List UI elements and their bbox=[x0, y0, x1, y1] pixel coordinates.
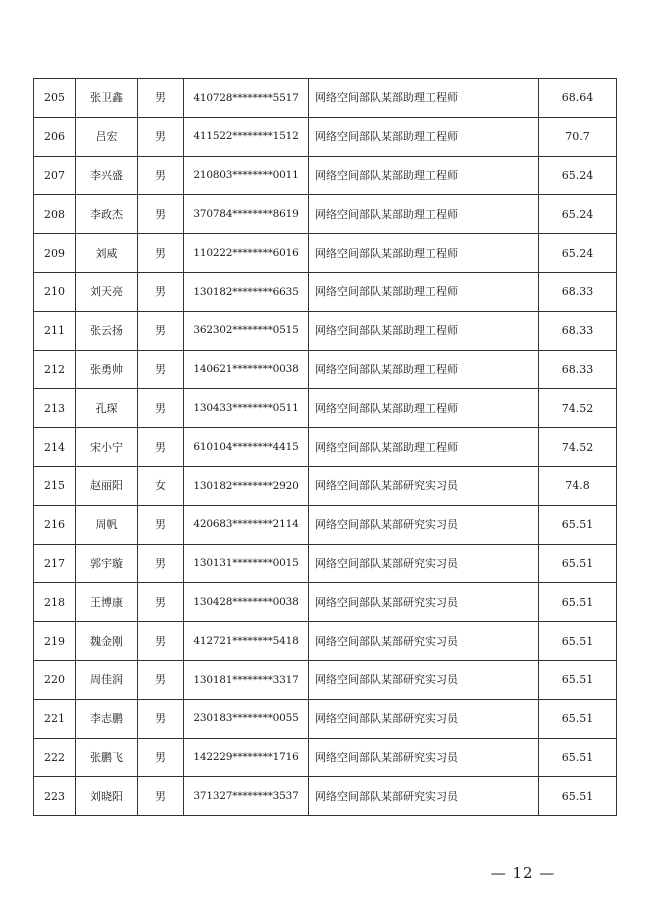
candidate-id-number: 410728********5517 bbox=[184, 79, 309, 118]
candidate-score: 65.24 bbox=[539, 234, 617, 273]
table-row bbox=[34, 234, 617, 273]
candidate-name: 张勇帅 bbox=[76, 350, 138, 389]
candidate-id-number: 230183********0055 bbox=[184, 699, 309, 738]
row-number: 210 bbox=[34, 272, 76, 311]
candidate-name: 郭宇璇 bbox=[76, 544, 138, 583]
candidate-score: 65.24 bbox=[539, 156, 617, 195]
row-number: 223 bbox=[34, 777, 76, 816]
candidate-score: 65.24 bbox=[539, 195, 617, 234]
candidate-position: 网络空间部队某部助理工程师 bbox=[309, 389, 539, 428]
candidate-id-number: 610104********4415 bbox=[184, 428, 309, 467]
candidate-position: 网络空间部队某部研究实习员 bbox=[309, 777, 539, 816]
candidate-name: 李政杰 bbox=[76, 195, 138, 234]
candidate-gender: 男 bbox=[138, 234, 184, 273]
table-row bbox=[34, 505, 617, 544]
table-row bbox=[34, 544, 617, 583]
candidate-gender: 男 bbox=[138, 311, 184, 350]
candidate-score: 74.52 bbox=[539, 428, 617, 467]
row-number: 220 bbox=[34, 660, 76, 699]
candidate-gender: 男 bbox=[138, 195, 184, 234]
candidate-score: 65.51 bbox=[539, 505, 617, 544]
candidate-name: 王博康 bbox=[76, 583, 138, 622]
candidate-name: 刘天亮 bbox=[76, 272, 138, 311]
candidate-id-number: 140621********0038 bbox=[184, 350, 309, 389]
table-row bbox=[34, 428, 617, 467]
row-number: 214 bbox=[34, 428, 76, 467]
candidate-position: 网络空间部队某部研究实习员 bbox=[309, 738, 539, 777]
candidate-gender: 男 bbox=[138, 777, 184, 816]
candidate-score: 65.51 bbox=[539, 544, 617, 583]
candidate-id-number: 370784********8619 bbox=[184, 195, 309, 234]
row-number: 215 bbox=[34, 466, 76, 505]
candidate-name: 周佳润 bbox=[76, 660, 138, 699]
candidate-score: 68.33 bbox=[539, 311, 617, 350]
candidate-gender: 男 bbox=[138, 583, 184, 622]
candidate-name: 宋小宁 bbox=[76, 428, 138, 467]
row-number: 221 bbox=[34, 699, 76, 738]
candidate-gender: 男 bbox=[138, 389, 184, 428]
table-row bbox=[34, 660, 617, 699]
candidate-name: 魏金刚 bbox=[76, 622, 138, 661]
candidate-position: 网络空间部队某部研究实习员 bbox=[309, 583, 539, 622]
candidate-id-number: 142229********1716 bbox=[184, 738, 309, 777]
candidate-id-number: 411522********1512 bbox=[184, 117, 309, 156]
candidate-score: 68.33 bbox=[539, 272, 617, 311]
candidate-id-number: 362302********0515 bbox=[184, 311, 309, 350]
candidate-id-number: 130181********3317 bbox=[184, 660, 309, 699]
row-number: 208 bbox=[34, 195, 76, 234]
candidate-score: 68.33 bbox=[539, 350, 617, 389]
candidate-gender: 男 bbox=[138, 79, 184, 118]
candidate-table-body bbox=[34, 79, 617, 816]
candidate-gender: 男 bbox=[138, 544, 184, 583]
candidate-id-number: 130182********2920 bbox=[184, 466, 309, 505]
candidate-gender: 男 bbox=[138, 117, 184, 156]
candidate-name: 张云扬 bbox=[76, 311, 138, 350]
table-row bbox=[34, 389, 617, 428]
candidate-score: 74.52 bbox=[539, 389, 617, 428]
candidate-gender: 女 bbox=[138, 466, 184, 505]
table-row bbox=[34, 583, 617, 622]
candidate-score: 70.7 bbox=[539, 117, 617, 156]
table-row bbox=[34, 350, 617, 389]
row-number: 213 bbox=[34, 389, 76, 428]
table-row bbox=[34, 156, 617, 195]
candidate-position: 网络空间部队某部研究实习员 bbox=[309, 660, 539, 699]
table-row bbox=[34, 777, 617, 816]
candidate-name: 周帆 bbox=[76, 505, 138, 544]
candidate-gender: 男 bbox=[138, 272, 184, 311]
candidate-position: 网络空间部队某部研究实习员 bbox=[309, 466, 539, 505]
candidate-id-number: 130182********6635 bbox=[184, 272, 309, 311]
candidate-gender: 男 bbox=[138, 699, 184, 738]
table-row bbox=[34, 738, 617, 777]
row-number: 216 bbox=[34, 505, 76, 544]
candidate-score: 65.51 bbox=[539, 660, 617, 699]
candidate-position: 网络空间部队某部助理工程师 bbox=[309, 272, 539, 311]
candidate-id-number: 420683********2114 bbox=[184, 505, 309, 544]
candidate-score: 65.51 bbox=[539, 583, 617, 622]
page-number: — 12 — bbox=[490, 864, 556, 882]
candidate-position: 网络空间部队某部助理工程师 bbox=[309, 428, 539, 467]
candidate-gender: 男 bbox=[138, 738, 184, 777]
row-number: 218 bbox=[34, 583, 76, 622]
row-number: 219 bbox=[34, 622, 76, 661]
candidate-id-number: 130433********0511 bbox=[184, 389, 309, 428]
candidate-gender: 男 bbox=[138, 660, 184, 699]
table-row bbox=[34, 622, 617, 661]
candidate-name: 张卫鑫 bbox=[76, 79, 138, 118]
candidate-gender: 男 bbox=[138, 505, 184, 544]
table-row bbox=[34, 466, 617, 505]
table-row bbox=[34, 195, 617, 234]
candidate-position: 网络空间部队某部助理工程师 bbox=[309, 311, 539, 350]
row-number: 212 bbox=[34, 350, 76, 389]
candidate-name: 李志鹏 bbox=[76, 699, 138, 738]
row-number: 205 bbox=[34, 79, 76, 118]
candidate-position: 网络空间部队某部研究实习员 bbox=[309, 699, 539, 738]
candidate-score: 74.8 bbox=[539, 466, 617, 505]
candidate-position: 网络空间部队某部助理工程师 bbox=[309, 234, 539, 273]
candidate-name: 孔琛 bbox=[76, 389, 138, 428]
candidate-position: 网络空间部队某部助理工程师 bbox=[309, 79, 539, 118]
table-row bbox=[34, 311, 617, 350]
candidate-score: 65.51 bbox=[539, 622, 617, 661]
row-number: 206 bbox=[34, 117, 76, 156]
candidate-position: 网络空间部队某部助理工程师 bbox=[309, 117, 539, 156]
row-number: 207 bbox=[34, 156, 76, 195]
row-number: 217 bbox=[34, 544, 76, 583]
candidate-score: 65.51 bbox=[539, 699, 617, 738]
candidate-table bbox=[33, 78, 617, 816]
candidate-position: 网络空间部队某部研究实习员 bbox=[309, 622, 539, 661]
candidate-name: 李兴盛 bbox=[76, 156, 138, 195]
candidate-gender: 男 bbox=[138, 156, 184, 195]
row-number: 222 bbox=[34, 738, 76, 777]
candidate-position: 网络空间部队某部研究实习员 bbox=[309, 505, 539, 544]
candidate-position: 网络空间部队某部研究实习员 bbox=[309, 544, 539, 583]
candidate-id-number: 110222********6016 bbox=[184, 234, 309, 273]
candidate-position: 网络空间部队某部助理工程师 bbox=[309, 350, 539, 389]
candidate-score: 65.51 bbox=[539, 777, 617, 816]
candidate-name: 赵丽阳 bbox=[76, 466, 138, 505]
candidate-name: 刘晓阳 bbox=[76, 777, 138, 816]
candidate-gender: 男 bbox=[138, 622, 184, 661]
candidate-id-number: 210803********0011 bbox=[184, 156, 309, 195]
candidate-score: 68.64 bbox=[539, 79, 617, 118]
candidate-position: 网络空间部队某部助理工程师 bbox=[309, 156, 539, 195]
table-row bbox=[34, 272, 617, 311]
candidate-gender: 男 bbox=[138, 428, 184, 467]
candidate-id-number: 412721********5418 bbox=[184, 622, 309, 661]
table-row bbox=[34, 79, 617, 118]
table-row bbox=[34, 699, 617, 738]
table-row bbox=[34, 117, 617, 156]
candidate-score: 65.51 bbox=[539, 738, 617, 777]
candidate-name: 吕宏 bbox=[76, 117, 138, 156]
candidate-name: 刘威 bbox=[76, 234, 138, 273]
row-number: 209 bbox=[34, 234, 76, 273]
candidate-gender: 男 bbox=[138, 350, 184, 389]
candidate-position: 网络空间部队某部助理工程师 bbox=[309, 195, 539, 234]
candidate-name: 张鹏飞 bbox=[76, 738, 138, 777]
candidate-id-number: 371327********3537 bbox=[184, 777, 309, 816]
row-number: 211 bbox=[34, 311, 76, 350]
candidate-id-number: 130131********0015 bbox=[184, 544, 309, 583]
candidate-id-number: 130428********0038 bbox=[184, 583, 309, 622]
